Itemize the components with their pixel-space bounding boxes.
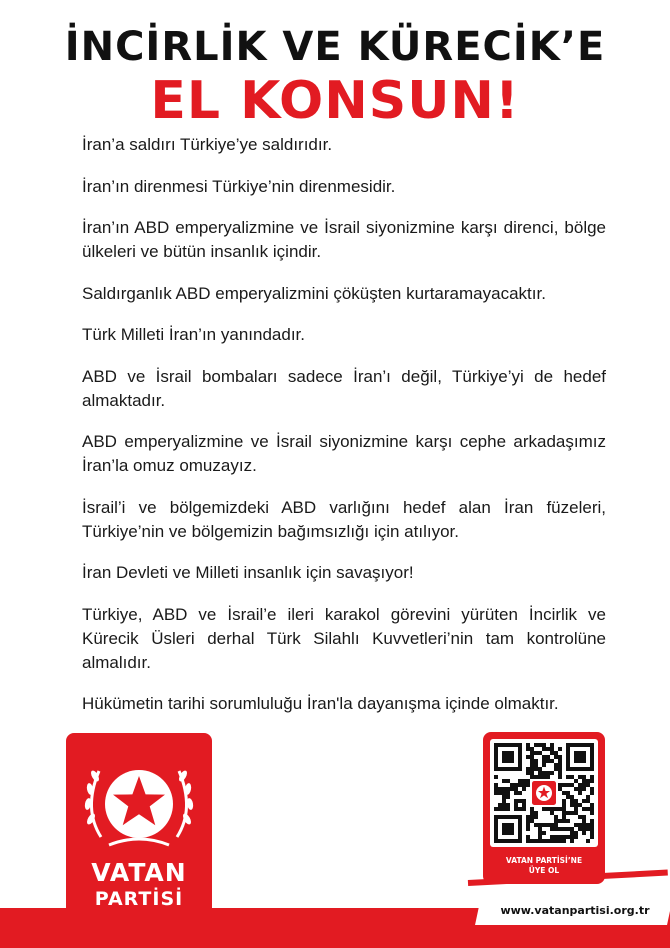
paragraph: ABD emperyalizmine ve İsrail siyonizmine karşı cephe arkadaşımız İran’la omuz omuzayız. — [82, 432, 606, 475]
paragraph: İran’a saldırı Türkiye’ye saldırıdır. — [82, 135, 333, 154]
headline-line2: EL KONSUN! — [150, 71, 520, 131]
paragraph: İran’ın ABD emperyalizmine ve İsrail siyonizmine karşı direnci, bölge ülkeleri ve bütün insanlık içindir. — [82, 218, 606, 261]
logo-word-partisi: PARTİSİ — [94, 888, 184, 910]
paragraph: ABD ve İsrail bombaları sadece İran’ı değil, Türkiye’yi de hedef almaktadır. — [82, 366, 606, 410]
paragraph: Hükümetin tarihi sorumluluğu İran'la dayanışma içinde olmaktır. — [82, 694, 559, 713]
paragraph: İran’ın direnmesi Türkiye’nin direnmesidir. — [82, 176, 396, 196]
website-link[interactable]: www.vatanpartisi.org.tr — [500, 904, 650, 917]
paragraph: Türkiye, ABD ve İsrail’e ileri karakol görevini yürüten İncirlik ve Kürecik Üsleri derhal Türk Silahlı Kuvvetleri’nin tam kontrolüne almalıdır. — [82, 604, 606, 672]
headline — [0, 24, 670, 130]
headline-line1: İNCİRLİK VE KÜRECİK’E — [64, 24, 606, 70]
qr-label-line2: ÜYE OL — [528, 866, 560, 875]
paragraph: Saldırganlık ABD emperyalizmini çöküşten kurtaramayacaktır. — [82, 283, 546, 303]
paragraph: Türk Milleti İran’ın yanındadır. — [82, 325, 305, 344]
paragraph: İsrail’i ve bölgemizdeki ABD varlığını hedef alan İran füzeleri, Türkiye’nin ve bölgemizin bağımsızlığı için atılıyor. — [82, 497, 606, 541]
qr-code-icon — [494, 743, 594, 843]
statement-body — [82, 133, 606, 734]
party-logo — [66, 733, 212, 948]
logo-word-vatan: VATAN — [91, 858, 187, 887]
paragraph: İran Devleti ve Milleti insanlık için savaşıyor! — [82, 563, 414, 582]
star-wreath-icon — [79, 749, 199, 859]
qr-code[interactable] — [490, 739, 598, 847]
qr-label-line1: VATAN PARTİSİ’NE — [505, 856, 583, 865]
